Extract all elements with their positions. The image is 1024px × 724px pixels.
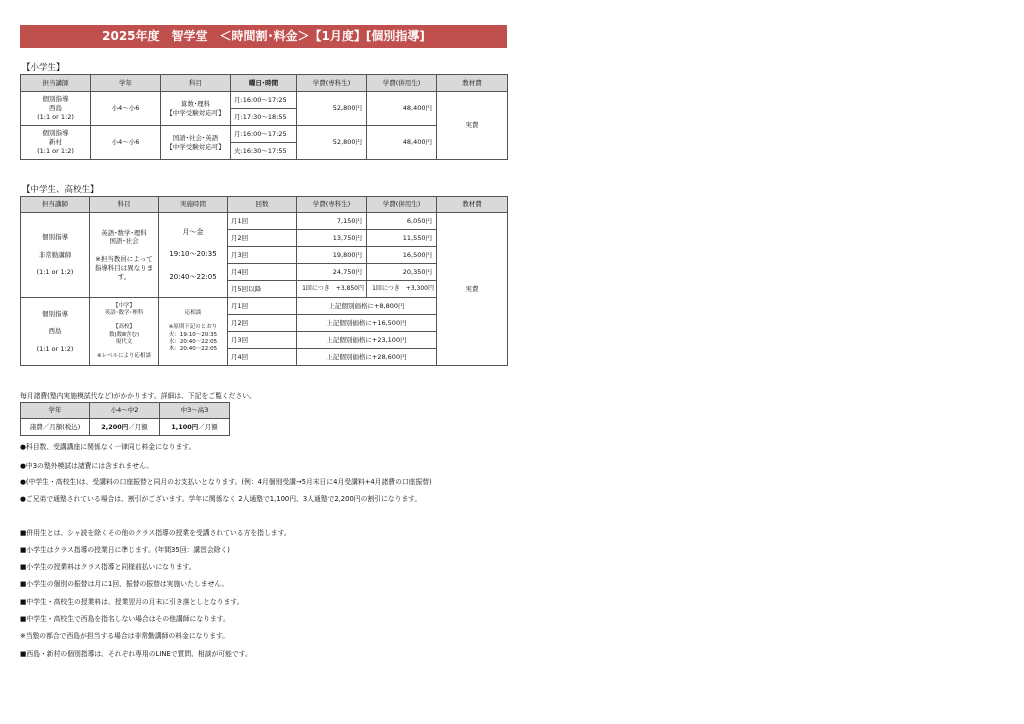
header-subject: 科目 xyxy=(90,197,159,213)
subject-cell: 算数･理科 【中学受験対応可】 xyxy=(161,92,231,126)
note-2: ●中3の塾外模試は諸費には含まれません。 xyxy=(20,462,154,470)
fee-combo-cell: 1回につき +3,300円 xyxy=(367,281,437,298)
header-time: 実施時間 xyxy=(159,197,228,213)
count-cell: 月1回 xyxy=(228,298,297,315)
fee-cell: 上記個別価格に+8,800円 xyxy=(297,298,437,315)
fee-combo-cell: 16,500円 xyxy=(367,247,437,264)
secondary-table xyxy=(20,196,508,366)
fee-cell: 上記個別価格に+16,500円 xyxy=(297,315,437,332)
time-cell: 月:16:00～17:25 xyxy=(231,92,297,109)
header-count: 回数 xyxy=(228,197,297,213)
fee-main-cell: 24,750円 xyxy=(297,264,367,281)
note-9: ■中学生・高校生の授業料は、授業翌月の月末に引き落としとなります。 xyxy=(20,598,244,606)
fee-main-cell: 52,800円 xyxy=(297,126,367,160)
header-teacher: 担当講師 xyxy=(21,197,90,213)
secondary-header-row xyxy=(21,197,508,213)
fee-combo-cell: 48,400円 xyxy=(367,126,437,160)
misc-header-row xyxy=(21,403,230,419)
fee-combo-cell: 48,400円 xyxy=(367,92,437,126)
count-cell: 月4回 xyxy=(228,264,297,281)
materials-cell: 実費 xyxy=(437,213,508,366)
table-row xyxy=(21,126,508,143)
fee-main-cell: 7,150円 xyxy=(297,213,367,230)
misc-header-grade: 学年 xyxy=(21,403,90,419)
secondary-heading: 【中学生、高校生】 xyxy=(22,185,99,195)
teacher-cell: 個別指導 西島 (1:1 or 1:2) xyxy=(21,298,90,366)
teacher-cell: 個別指導 新村 (1:1 or 1:2) xyxy=(21,126,91,160)
note-10: ■中学生・高校生で西島を指名しない場合はその他講師になります。 xyxy=(20,615,230,623)
count-cell: 月4回 xyxy=(228,349,297,366)
time-cell: 月:16:00～17:25 xyxy=(231,126,297,143)
time-cell: 応相談 ※原則下記のとおり 火：19:10～20:35 水：20:40～22:05 木：20:40～22:05 xyxy=(159,298,228,366)
fee-main-cell: 19,800円 xyxy=(297,247,367,264)
grade-cell: 小4～小6 xyxy=(91,126,161,160)
note-12: ■西島・新村の個別指導は、それぞれ専用のLINEで質問、相談が可能です。 xyxy=(20,650,252,658)
note-7: ■小学生の授業料はクラス指導と同様前払いになります。 xyxy=(20,563,196,571)
materials-cell: 実費 xyxy=(437,92,508,160)
time-cell: 火:16:30～17:55 xyxy=(231,143,297,160)
header-fee-main: 学費(専科生) xyxy=(297,75,367,92)
elementary-heading: 【小学生】 xyxy=(22,63,65,73)
header-fee-combo: 学費(併用生) xyxy=(367,197,437,213)
elementary-table xyxy=(20,74,508,160)
teacher-cell: 個別指導 非常勤講師 (1:1 or 1:2) xyxy=(21,213,90,298)
misc-header-lower: 小4～中2 xyxy=(90,403,160,419)
header-fee-combo: 学費(併用生) xyxy=(367,75,437,92)
count-cell: 月2回 xyxy=(228,230,297,247)
note-1: ●科目数、受講講座に関係なく一律同じ料金になります。 xyxy=(20,443,196,451)
subject-cell: 国語･社会･英語 【中学受験対応可】 xyxy=(161,126,231,160)
fee-cell: 上記個別価格に+23,100円 xyxy=(297,332,437,349)
page-title-banner: 2025年度 智学堂 ＜時間割･料金＞【1月度】[個別指導] xyxy=(20,25,507,48)
time-cell: 月～金 19:10～20:35 20:40～22:05 xyxy=(159,213,228,298)
fee-main-cell: 52,800円 xyxy=(297,92,367,126)
fee-main-cell: 1回につき +3,850円 xyxy=(297,281,367,298)
count-cell: 月1回 xyxy=(228,213,297,230)
note-6: ■小学生はクラス指導の授業日に準じます。(年間35回：講習会除く) xyxy=(20,546,230,554)
teacher-cell: 個別指導 西島 (1:1 or 1:2) xyxy=(21,92,91,126)
count-cell: 月5回以降 xyxy=(228,281,297,298)
misc-intro: 毎月諸費(塾内実施模試代など)がかかります。詳細は、下記をご覧ください。 xyxy=(20,392,256,400)
table-row xyxy=(21,213,508,230)
note-3: ●(中学生・高校生)は、受講料の口座振替と同月のお支払いとなります。(例：4月個別受講→5月末日に4月受講料+4月諸費の口座振替) xyxy=(20,478,432,486)
count-cell: 月3回 xyxy=(228,332,297,349)
fee-cell: 上記個別価格に+28,600円 xyxy=(297,349,437,366)
header-teacher: 担当講師 xyxy=(21,75,91,92)
note-4: ●ご兄弟で通塾されている場合は、割引がございます。学年に関係なく 2人通塾で1,100円、3人通塾で2,200円の割引になります。 xyxy=(20,495,422,503)
table-row xyxy=(21,298,508,315)
fee-combo-cell: 20,350円 xyxy=(367,264,437,281)
misc-value-upper: 1,100円／月額 xyxy=(160,419,230,436)
header-fee-main: 学費(専科生) xyxy=(297,197,367,213)
subject-cell: 【中学】 英語･数学･理科 【高校】 数(数Ⅲ含む) 現代文 ※レベルにより応相談 xyxy=(90,298,159,366)
table-row xyxy=(21,419,230,436)
misc-fee-table xyxy=(20,402,230,436)
fee-combo-cell: 6,050円 xyxy=(367,213,437,230)
fee-main-cell: 13,750円 xyxy=(297,230,367,247)
note-11: ※当塾の都合で西島が担当する場合は非常勤講師の料金になります。 xyxy=(20,632,230,640)
header-subject: 科目 xyxy=(161,75,231,92)
header-materials: 教材費 xyxy=(437,75,508,92)
count-cell: 月2回 xyxy=(228,315,297,332)
time-cell: 月:17:30～18:55 xyxy=(231,109,297,126)
header-day-time: 曜日･時間 xyxy=(231,75,297,92)
table-row xyxy=(21,92,508,109)
note-8: ■小学生の個別の振替は月に1回、振替の振替は実施いたしません。 xyxy=(20,580,229,588)
note-5: ■併用生とは、シャ読を除くその他のクラス指導の授業を受講されている方を指します。 xyxy=(20,529,291,537)
fee-combo-cell: 11,550円 xyxy=(367,230,437,247)
count-cell: 月3回 xyxy=(228,247,297,264)
subject-cell: 英語･数学･理科 国語･社会 ※担当教員によって 指導科目は異なりま す。 xyxy=(90,213,159,298)
misc-label: 諸費／月額(税込) xyxy=(21,419,90,436)
elementary-header-row xyxy=(21,75,508,92)
misc-value-lower: 2,200円／月額 xyxy=(90,419,160,436)
header-grade: 学年 xyxy=(91,75,161,92)
grade-cell: 小4～小6 xyxy=(91,92,161,126)
misc-header-upper: 中3～高3 xyxy=(160,403,230,419)
header-materials: 教材費 xyxy=(437,197,508,213)
